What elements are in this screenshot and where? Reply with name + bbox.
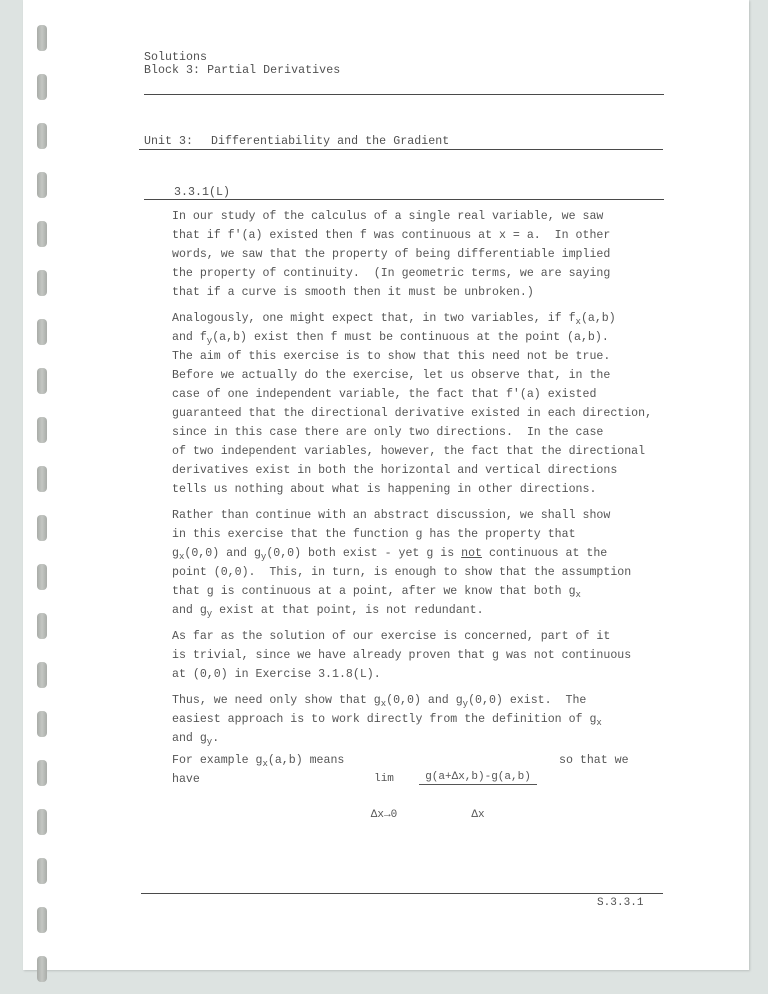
binding-hole (37, 466, 47, 492)
binding-hole (37, 221, 47, 247)
limit-subscript: Δx→0 (370, 809, 398, 821)
exercise-number: 3.3.1(L) (174, 186, 231, 199)
header-block-title: Block 3: Partial Derivatives (144, 64, 341, 77)
text-line: $g_x(0,0)$ and $g_y(0,0)$ both exist - yet g is not continuous at the (172, 547, 608, 562)
text-line: the property of continuity. (In geometric terms, we are saying (172, 267, 611, 280)
text-line: point (0,0). This, in turn, is enough to show that the assumption (172, 566, 632, 579)
text-line: that if a curve is smooth then it must be unbroken.) (172, 286, 534, 299)
binding-hole (37, 515, 47, 541)
binding-hole (37, 564, 47, 590)
text-line: and $g_y$. (172, 732, 220, 747)
unit-rule (139, 149, 663, 150)
binding-hole (37, 172, 47, 198)
text-line: In our study of the calculus of a single real variable, we saw (172, 210, 604, 223)
text-line: For example $g_x(a,b)$ means (172, 754, 345, 769)
text-line: Thus, we need only show that $g_x(0,0)$ and $g_y(0,0)$ exist. The (172, 694, 587, 709)
page-identifier: S.3.3.1 (597, 897, 644, 909)
text-line: of two independent variables, however, the fact that the directional (172, 445, 646, 458)
text-line: that g is continuous at a point, after we know that both $g_x$ (172, 585, 581, 600)
text-line: guaranteed that the directional derivative existed in each direction, (172, 407, 653, 420)
text-line: easiest approach is to work directly from the definition of $g_x$ (172, 713, 602, 728)
text-line: and $f_y(a,b)$ exist then f must be continuous at the point (a,b). (172, 331, 609, 346)
text-line: The aim of this exercise is to show that this need not be true. (172, 350, 611, 363)
text-line: have (172, 773, 200, 786)
footer-rule (141, 893, 663, 894)
binding-hole (37, 858, 47, 884)
binding-hole (37, 417, 47, 443)
binding-hole (37, 25, 47, 51)
text-line: at (0,0) in Exercise 3.1.8(L). (172, 668, 381, 681)
text-line: Analogously, one might expect that, in two variables, if $f_x(a,b)$ (172, 312, 616, 327)
text-line: in this exercise that the function g has the property that (172, 528, 576, 541)
text-line: Rather than continue with an abstract discussion, we shall show (172, 509, 611, 522)
text-line: is trivial, since we have already proven that g was not continuous (172, 649, 632, 662)
fraction-denominator: Δx (471, 809, 485, 821)
limit-operator (360, 749, 408, 845)
binding-hole (37, 711, 47, 737)
text-line: so that we (559, 754, 629, 767)
fraction-numerator: g(a+Δx,b)-g(a,b) (419, 771, 537, 785)
binding-hole (37, 809, 47, 835)
binding-hole (37, 74, 47, 100)
difference-quotient (419, 747, 537, 845)
header-rule (144, 94, 664, 95)
binding-hole (37, 368, 47, 394)
text-line: As far as the solution of our exercise is concerned, part of it (172, 630, 611, 643)
text-line: and $g_y$ exist at that point, is not redundant. (172, 604, 484, 619)
text-line: case of one independent variable, the fact that f'(a) existed (172, 388, 597, 401)
exercise-rule (144, 199, 664, 200)
text-line: that if f'(a) existed then f was continuous at x = a. In other (172, 229, 611, 242)
text-line: Before we actually do the exercise, let us observe that, in the (172, 369, 611, 382)
text-line: derivatives exist in both the horizontal and vertical directions (172, 464, 618, 477)
emphasis-not: not (461, 547, 482, 560)
binding-hole (37, 123, 47, 149)
text-line: words, we saw that the property of being differentiable implied (172, 248, 611, 261)
binding-hole (37, 956, 47, 982)
binding-hole (37, 760, 47, 786)
unit-label: Unit 3: (144, 135, 194, 148)
binding-hole (37, 613, 47, 639)
header-solutions: Solutions (144, 51, 208, 64)
binding-hole (37, 907, 47, 933)
unit-title: Differentiability and the Gradient (211, 135, 450, 148)
text-line: tells us nothing about what is happening in other directions. (172, 483, 597, 496)
binding-hole (37, 662, 47, 688)
binding-hole (37, 319, 47, 345)
limit-label: lim (374, 773, 394, 785)
binding-hole (37, 270, 47, 296)
text-line: since in this case there are only two directions. In the case (172, 426, 604, 439)
